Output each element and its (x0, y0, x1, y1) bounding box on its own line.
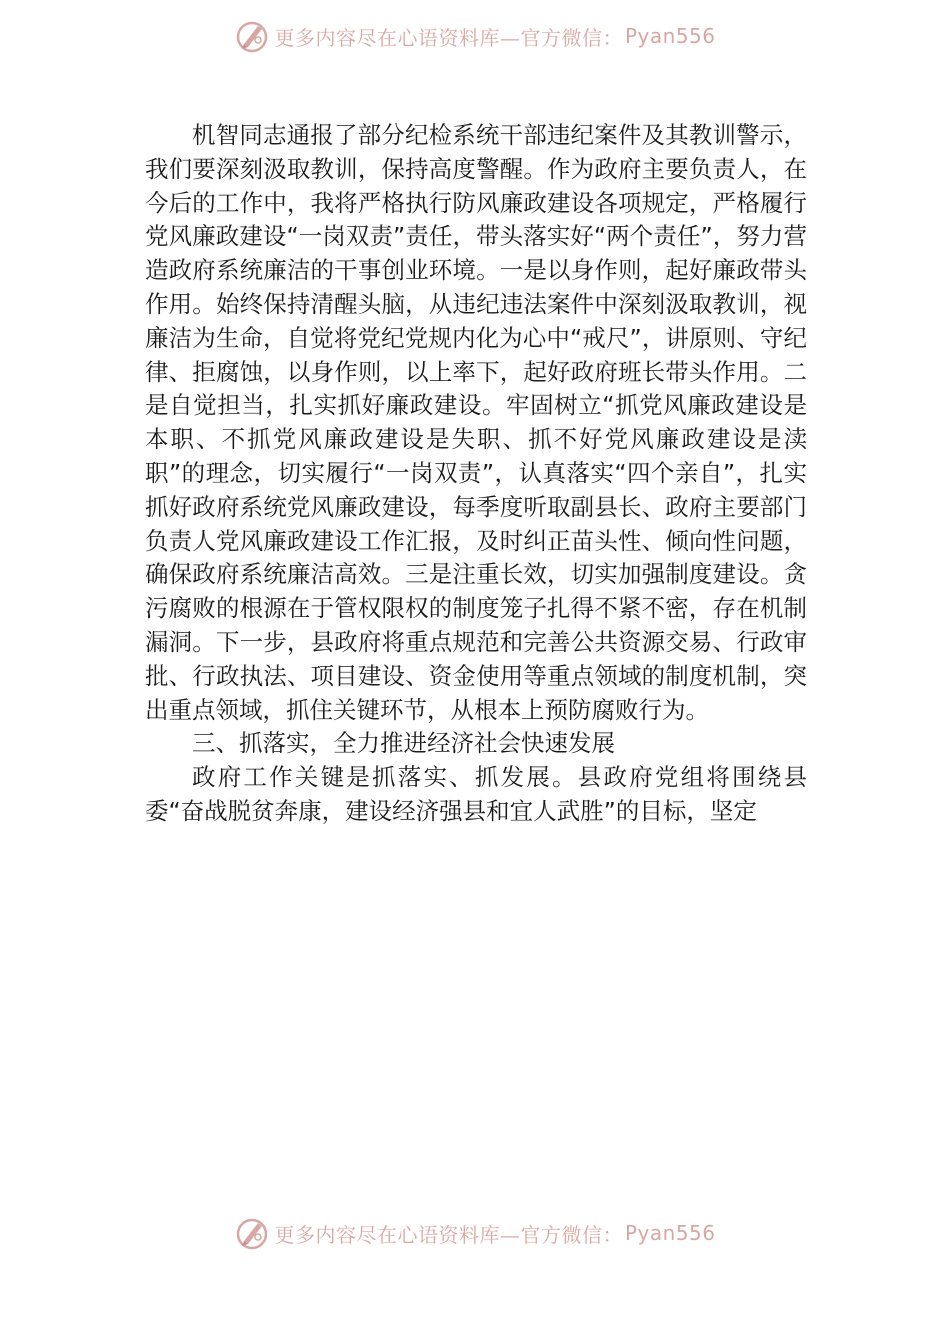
watermark-text: 更多内容尽在心语资料库—官方微信： (274, 25, 623, 50)
pen-seal-icon (234, 18, 270, 54)
watermark-wechat-id: Pyan556 (624, 1221, 716, 1245)
watermark-text: 更多内容尽在心语资料库—官方微信： (274, 1222, 623, 1247)
document-body (145, 119, 807, 829)
paragraph-2: 政府工作关键是抓落实、抓发展。县政府党组将围绕县委“奋战脱贫奔康，建设经济强县和宜人武胜”的目标，坚定 (145, 763, 807, 825)
watermark-wechat-id: Pyan556 (624, 24, 716, 48)
pen-seal-icon (234, 1215, 270, 1251)
section-heading-3: 三、抓落实，全力推进经济社会快速发展 (192, 729, 615, 758)
header-watermark (0, 16, 950, 56)
paragraph-1: 机智同志通报了部分纪检系统干部违纪案件及其教训警示，我们要深刻汲取教训，保持高度警醒。作为政府主要负责人，在今后的工作中，我将严格执行防风廉政建设各项规定，严格履行党风廉政建设“一岗双责”责任，带头落实好“两个责任”，努力营造政府系统廉洁的干事创业环境。一是以身作则，起好廉政带头作用。始终保持清醒头脑，从违纪违法案件中深刻汲取教训，视廉洁为生命，自觉将党纪党规内化为心中“戒尺”，讲原则、守纪律、拒腐蚀，以身作则，以上率下，起好政府班长带头作用。二是自觉担当，扎实抓好廉政建设。牢固树立“抓党风廉政建设是本职、不抓党风廉政建设是失职、抓不好党风廉政建设是渎职”的理念，切实履行“一岗双责”，认真落实“四个亲自”，扎实抓好政府系统党风廉政建设，每季度听取副县长、政府主要部门负责人党风廉政建设工作汇报，及时纠正苗头性、倾向性问题，确保政府系统廉洁高效。三是注重长效，切实加强制度建设。贪污腐败的根源在于管权限权的制度笼子扎得不紧不密，存在机制漏洞。下一步，县政府将重点规范和完善公共资源交易、行政审批、行政执法、项目建设、资金使用等重点领域的制度机制，突出重点领域，抓住关键环节，从根本上预防腐败行为。 (145, 121, 807, 724)
footer-watermark (0, 1213, 950, 1253)
